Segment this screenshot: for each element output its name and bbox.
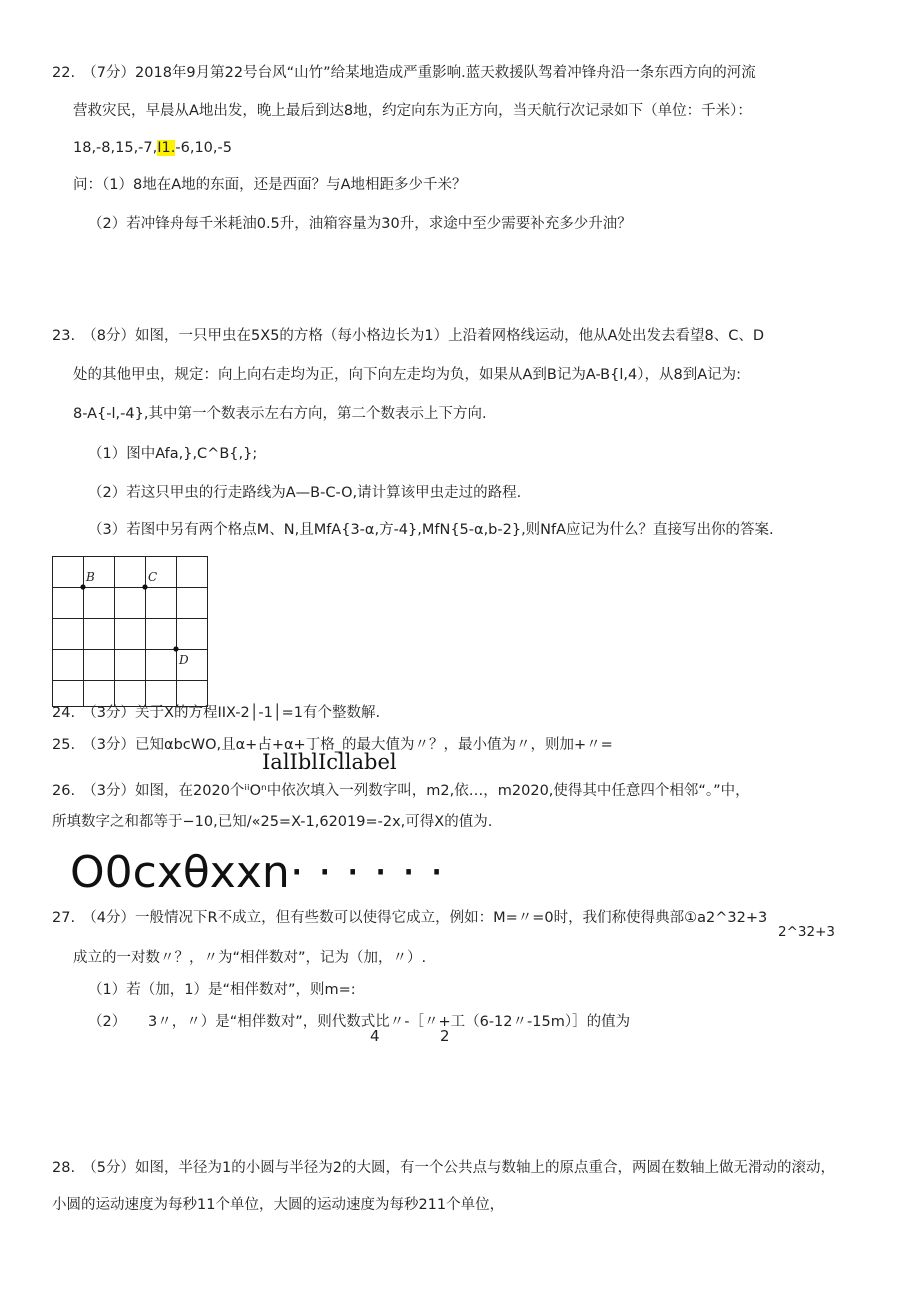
q22-part2: （2）若冲锋舟每千米耗油0.5升，油箱容量为30升，求途中至少需要补充多少升油？ <box>88 216 632 232</box>
q22-record <box>73 138 232 158</box>
q27-part1: （1）若（加，1）是“相伴数对”，则m=: <box>88 982 356 998</box>
q25-formula: IalIblIcllabel <box>262 750 397 774</box>
q22-record-after: -6,10,-5 <box>175 140 232 156</box>
q22-line1: 22. （7分）2018年9月第22号台风“山竹”给某地造成严重影响.蓝天救援队驾着冲锋舟沿一条东西方向的河流 <box>52 65 756 81</box>
q23-line1: 23. （8分）如图，一只甲虫在5X5的方格（每小格边长为1）上沿着网格线运动，他从A处出发去看望8、C、D <box>52 328 765 344</box>
label-d: D <box>179 653 189 667</box>
q23-grid-figure <box>52 556 212 708</box>
q27-line2: 成立的一对数〃？，〃为“相伴数对”，记为（加，〃）. <box>73 950 427 966</box>
q22-line2: 营救灾民，早晨从A地出发，晚上最后到达8地，约定向东为正方向，当天航行次记录如下（单位：千米）： <box>73 103 752 119</box>
q27-sub1: 2^32+3 <box>778 924 835 940</box>
q23-part1: （1）图中Afa,},C^B{,}; <box>88 446 258 462</box>
grid-lines <box>52 556 208 707</box>
q22-part1: 问：（1）8地在A地的东面，还是西面？与A地相距多少千米？ <box>73 177 467 193</box>
q27-frac4: 4 <box>370 1027 380 1045</box>
q22-record-before: 18,-8,15,-7, <box>73 140 158 156</box>
q26-line2: 所填数字之和都等于−10,已知/«25=X-1,62019=-2x,可得X的值为. <box>52 814 493 830</box>
point-d <box>173 646 178 651</box>
q27-part2: （2） 3〃，〃）是“相伴数对”，则代数式比〃-［〃+工（6-12〃-15m）］的值为 <box>88 1014 631 1030</box>
q23-part3: （3）若图中另有两个格点M、N,且MfA{3-α,方-4},MfN{5-α,b-2},则NfA应记为什么？直接写出你的答案. <box>88 522 774 538</box>
q23-part2: （2）若这只甲虫的行走路线为A—B-C-O,请计算该甲虫走过的路程. <box>88 485 522 501</box>
point-b <box>80 584 85 589</box>
q28-line1: 28. （5分）如图，半径为1的小圆与半径为2的大圆，有一个公共点与数轴上的原点重合，两圆在数轴上做无滑动的滚动， <box>52 1160 835 1176</box>
q23-line2: 处的其他甲虫，规定：向上向右走均为正，向下向左走均为负，如果从A到B记为A-B{l,4），从8到A记为: <box>73 367 741 383</box>
q26-line1: 26. （3分）如图，在2020个ⁱⁱOⁿ中依次填入一列数字叫，m2,依…，m2020,使得其中任意四个相邻“。”中， <box>52 783 750 799</box>
q23-line3: 8-A{-l,-4},其中第一个数表示左右方向，第二个数表示上下方向. <box>73 406 487 422</box>
q22-record-highlight: I1. <box>157 140 176 156</box>
q26-garbled-figure: O0cxθxxn· · · · · · <box>70 847 444 898</box>
q27-frac2: 2 <box>440 1027 450 1045</box>
q27-line1: 27. （4分）一般情况下R不成立，但有些数可以使得它成立，例如：M=〃=0时，我们称使得典部①a2^32+3 <box>52 910 768 926</box>
q28-line2: 小圆的运动速度为每秒11个单位，大圆的运动速度为每秒211个单位， <box>52 1197 505 1213</box>
q24-text: 24. （3分）关于X的方程IIX-2│-1│=1有个整数解. <box>52 705 381 721</box>
label-b: B <box>86 570 95 584</box>
label-c: C <box>148 570 158 584</box>
q25-text: 25. （3分）已知αbcWO,且α+占+α+丁格_的最大值为〃？，最小值为〃，则加+〃= <box>52 737 613 753</box>
point-c <box>142 584 147 589</box>
